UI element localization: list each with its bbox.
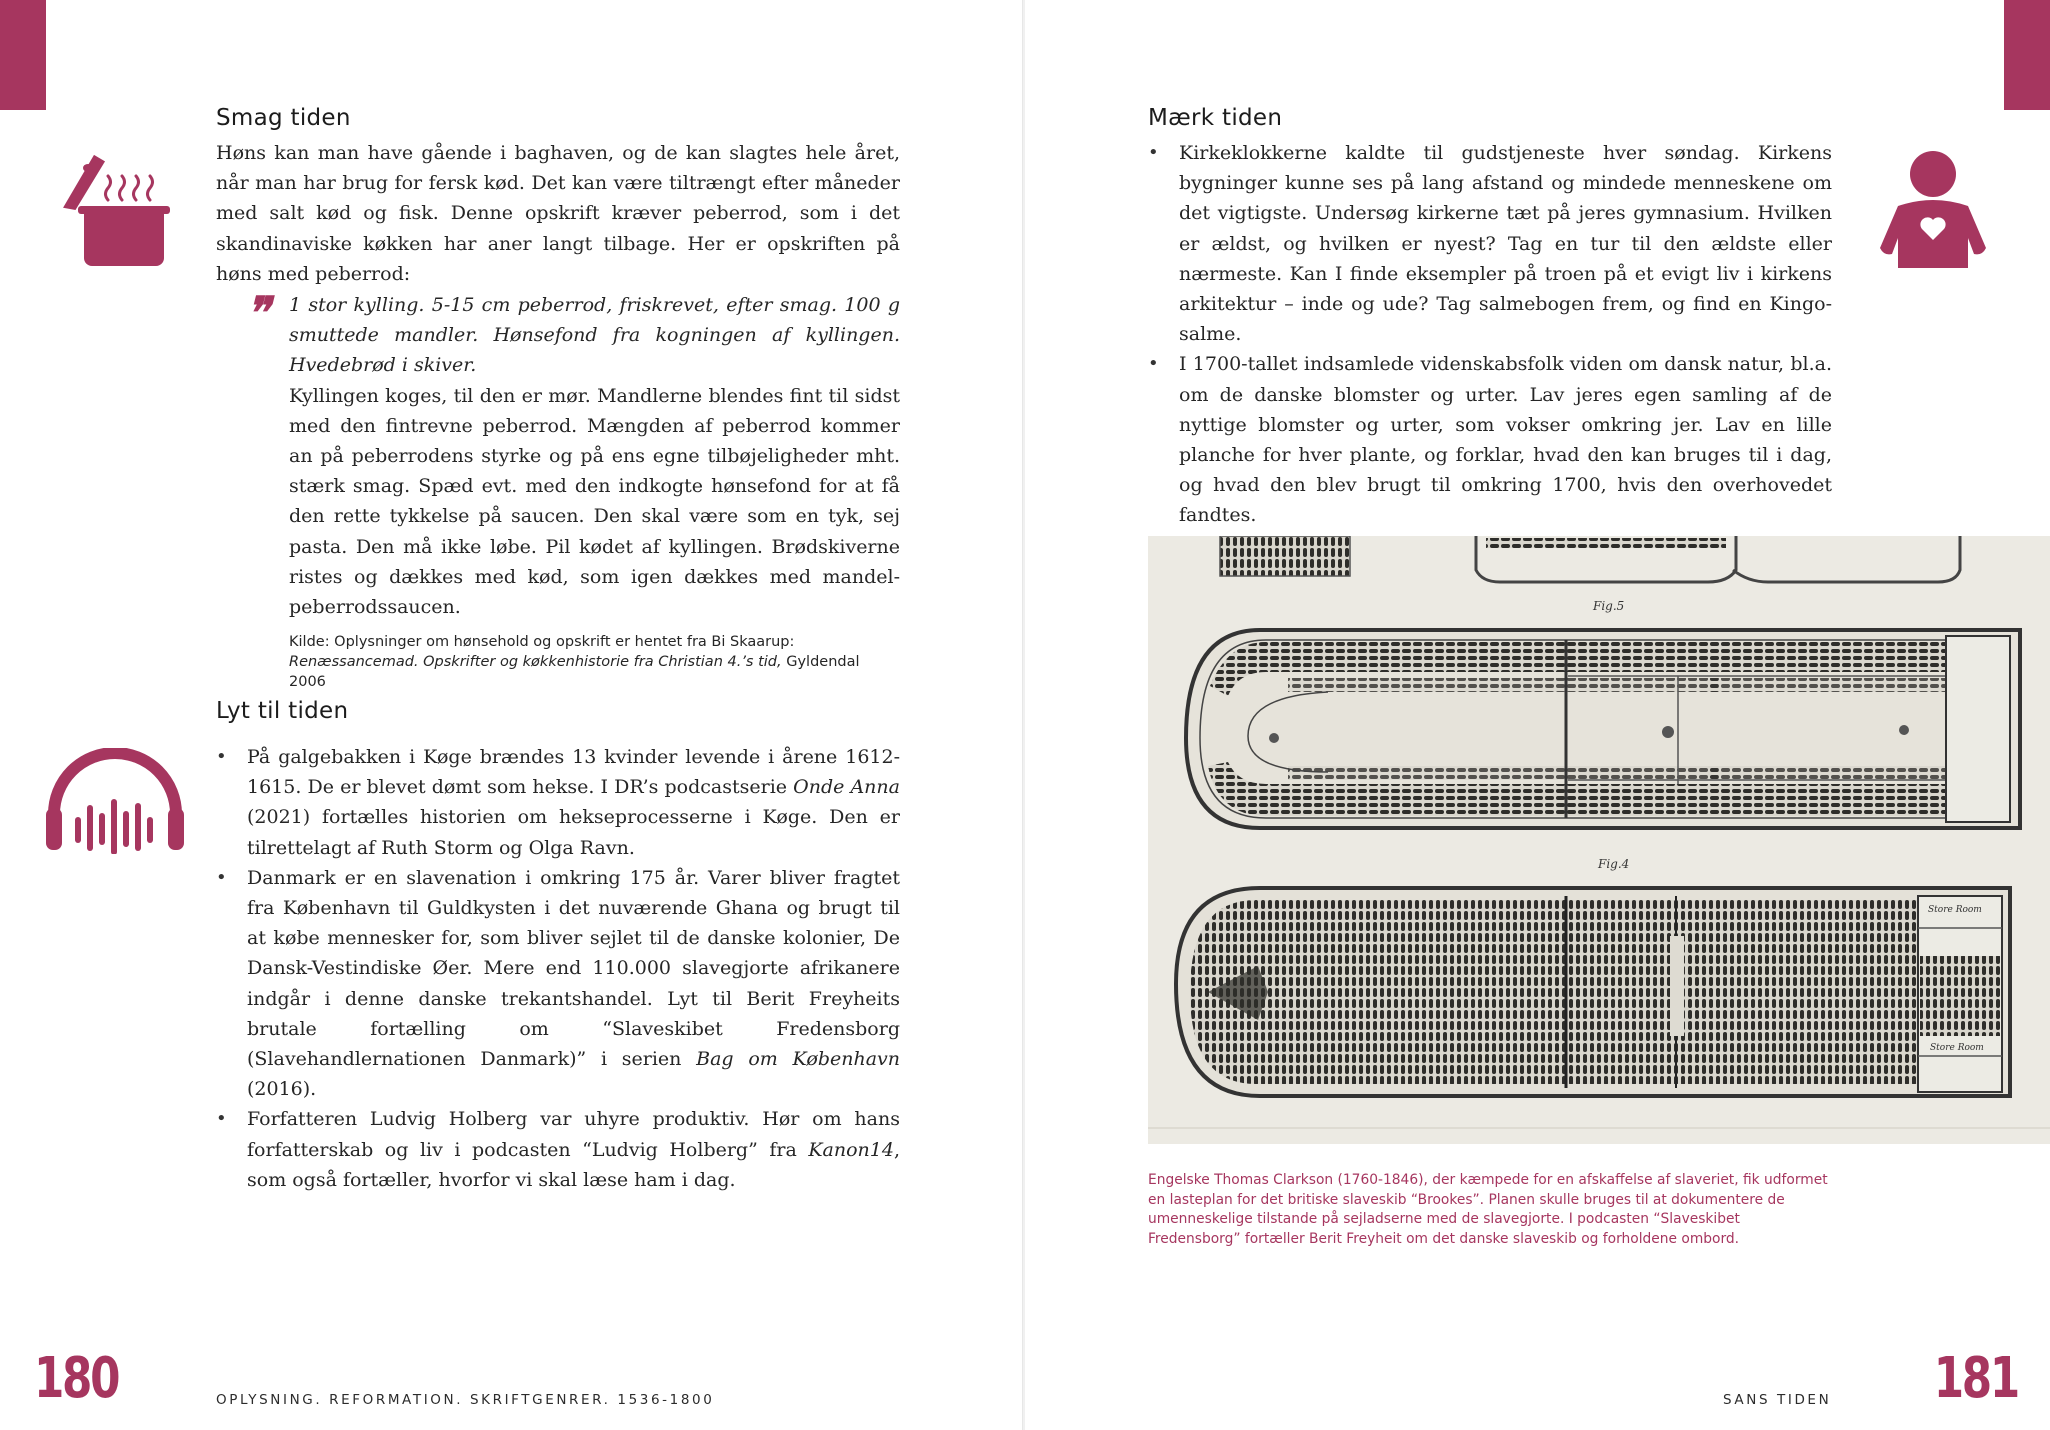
fig-label-top: Fig.5 [1593, 599, 1625, 613]
maerk-heading: Mærk tiden [1148, 105, 1283, 131]
lyt-list [216, 742, 900, 1195]
list-item: • På galgebakken i Køge brændes 13 kvinder levende i årene 1612-1615. De er blevet dømt som hekse. I DR’s podcastserie Onde Anna (2021) fortælles historien om hekseprocesserne i Køge. Den er tilrettelagt af Ruth Storm og Olga Ravn. [216, 742, 900, 863]
figure-caption: Engelske Thomas Clarkson (1760-1846), der kæmpede for en afskaffelse af slaveriet, fik udformet en lasteplan for det britiske slaveskib “Brookes”. Planen skulle bruges til at dokumentere de umenneskelige tilstande på sejladserne med de slavegjorte. I podcasten “Slaveskibet Fredensborg” fortæller Berit Freyheit om det danske slaveskib og forholdene ombord. [1148, 1172, 1828, 1247]
recipe-source: Kilde: Oplysninger om hønsehold og opskrift er hentet fra Bi Skaarup: Renæssancemad. Opskrifter og køkkenhistorie fra Christian 4.’s tid, Gyldendal 2006 [289, 634, 860, 691]
person-heart-icon [1878, 150, 1988, 268]
quote-mark-icon: ❞ [246, 288, 270, 339]
store-room-label: Store Room [1928, 905, 1982, 915]
running-title-right: SANS TIDEN [1723, 1392, 1832, 1408]
recipe-quote [289, 290, 900, 692]
ship-plan-drawing [1148, 536, 2050, 1144]
store-room-label: Store Room [1930, 1043, 1984, 1053]
recipe-ingredients: 1 stor kylling. 5-15 cm peberrod, friskrevet, efter smag. 100 g smuttede mandler. Hønsefond fra kogningen af kyllingen. Hvedebrød i skiver. [289, 294, 900, 377]
smag-paragraph: Høns kan man have gående i baghaven, og de kan slagtes hele året, når man har brug for fersk kød. Det kan være tiltrængt efter måneder med salt kød og fisk. Denne opskrift kræver peberrod, som i det skandinaviske køkken har aner langt tilbage. Her er opskriften på høns med peberrod: [216, 142, 900, 285]
left-page [0, 0, 1023, 1430]
list-item: • Danmark er en slavenation i omkring 175 år. Varer bliver fragtet fra København til Guldkysten i det nuværende Ghana og brugt til at købe mennesker for, som bliver sejlet til de danske kolonier, De Dansk-Vestindiske Øer. Mere end 110.000 slavegjorte afrikanere indgår i denne danske trekantshandel. Lyt til Berit Freyheits brutale fortælling om “Slaveskibet Fredensborg (Slavehandlernationen Danmark)” i serien Bag om København (2016). [216, 863, 900, 1105]
maerk-list [1148, 138, 1832, 531]
page-number-left: 180 [34, 1346, 119, 1411]
running-title-left: OPLYSNING. REFORMATION. SKRIFTGENRER. 1536-1800 [216, 1392, 715, 1408]
recipe-instructions: Kyllingen koges, til den er mør. Mandlerne blendes fint til sidst med den fintrevne peberrod. Mængden af peberrod kommer an på peberrodens styrke og på ens egne tilbøjeligheder mht. stærk smag. Spæd evt. med den indkogte hønsefond for at få den rette tykkelse på saucen. Den skal være som en tyk, sej pasta. Den må ikke løbe. Pil kødet af kyllingen. Brødskiverne ristes og dækkes med kød, som igen dækkes med mandel-peberrodssaucen. [289, 384, 900, 619]
section-tab-right [2004, 0, 2050, 110]
cooking-pot-icon [58, 154, 174, 266]
fig-label-bottom: Fig.4 [1598, 857, 1630, 871]
lyt-heading: Lyt til tiden [216, 698, 349, 724]
section-tab-left [0, 0, 46, 110]
page-number-right: 181 [1933, 1346, 2018, 1411]
list-item: • I 1700-tallet indsamlede videnskabsfolk viden om dansk natur, bl.a. om de danske blomster og urter. Lav jeres egen samling af de nyttige blomster og urter, som vokser omkring jer. Lav en lille planche for hver plante, og forklar, hvad den kan bruges til i dag, og hvad den blev brugt til omkring 1700, hvis den overhovedet fandtes. [1148, 349, 1832, 530]
headphones-icon [44, 748, 186, 854]
list-item: • Kirkeklokkerne kaldte til gudstjeneste hver søndag. Kirkens bygninger kunne ses på lang afstand og mindede menneskene om det vigtigste. Undersøg kirkerne tæt på jeres gymnasium. Hvilken er ældst, og hvilken er nyest? Tag en tur til den ældste eller nærmeste. Kan I finde eksempler på troen på et evigt liv i kirkens arkitektur – inde og ude? Tag salmebogen frem, og find en Kingo-salme. [1148, 138, 1832, 349]
slave-ship-plan-image [1148, 536, 2050, 1144]
smag-heading: Smag tiden [216, 105, 351, 131]
list-item: • Forfatteren Ludvig Holberg var uhyre produktiv. Hør om hans forfatterskab og liv i podcasten “Ludvig Holberg” fra Kanon14, som også fortæller, hvorfor vi skal læse ham i dag. [216, 1104, 900, 1195]
